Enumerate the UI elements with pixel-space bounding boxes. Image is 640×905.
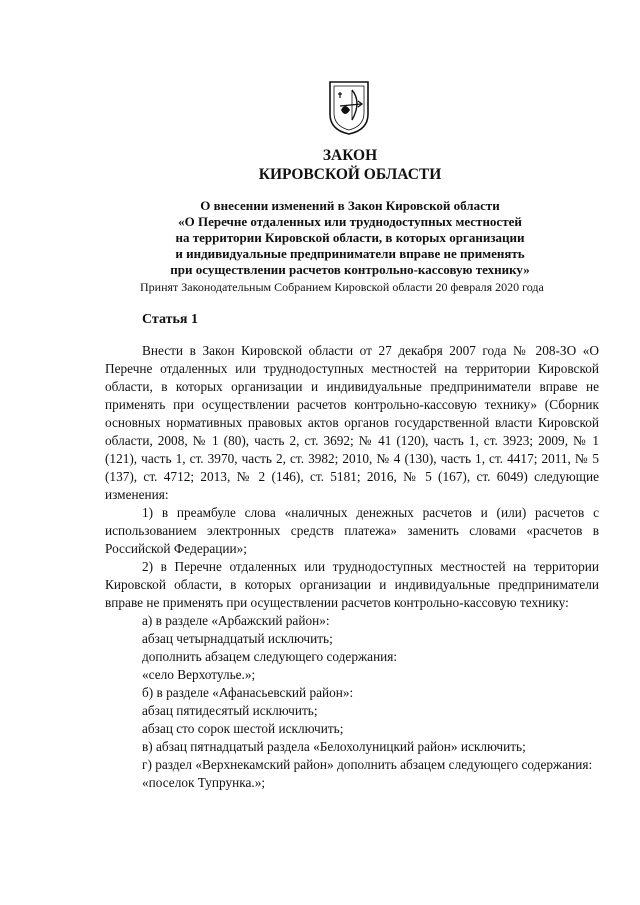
subtitle-line: при осуществлении расчетов контрольно-кассовую технику»: [170, 262, 530, 277]
article-heading: Статья 1: [142, 312, 198, 327]
subtitle-line: «О Перечне отдаленных или труднодоступных местностей: [178, 214, 522, 229]
document-title-region: КИРОВСКОЙ ОБЛАСТИ: [258, 166, 442, 183]
paragraph: «поселок Тупрунка.»;: [142, 775, 266, 790]
document-subtitle: [120, 198, 580, 278]
article-body: [105, 342, 599, 792]
subtitle-line: на территории Кировской области, в которых организации: [175, 230, 525, 245]
paragraph: абзац четырнадцатый исключить;: [142, 631, 333, 646]
paragraph: дополнить абзацем следующего содержания:: [142, 649, 398, 664]
subtitle-line: О внесении изменений в Закон Кировской области: [200, 198, 500, 213]
paragraph: 2) в Перечне отдаленных или труднодоступных местностей на территории Кировской области, в которых организации и индивидуальные предприниматели вправе не применять при осуществлении расчетов контрольно-кассовую технику:: [105, 559, 599, 610]
paragraph: «село Верхотулье.»;: [142, 667, 256, 682]
paragraph: Внести в Закон Кировской области от 27 декабря 2007 года № 208-ЗО «О Перечне отдаленных или труднодоступных местностей на территории Кировской области, в которых организации и индивидуальные предприниматели вправе не применять при осуществлении расчетов контрольно-кассовую технику» (Сборник основных нормативных правовых актов органов государственной власти Кировской области, 2008, № 1 (80), часть 2, ст. 3692; № 41 (120), часть 1, ст. 3923; 2009, № 1 (121), часть 1, ст. 3970, часть 2, ст. 3982; 2010, № 4 (130), часть 1, ст. 4417; 2011, № 5 (137), ст. 4712; 2013, № 2 (146), ст. 5181; 2016, № 5 (167), ст. 6049) следующие изменения:: [105, 343, 599, 502]
paragraph: а) в разделе «Арбажский район»:: [142, 613, 330, 628]
adoption-note: Принят Законодательным Собранием Кировской области 20 февраля 2020 года: [140, 280, 544, 294]
paragraph: б) в разделе «Афанасьевский район»:: [142, 685, 354, 700]
paragraph: абзац сто сорок шестой исключить;: [142, 721, 344, 736]
paragraph: абзац пятидесятый исключить;: [142, 703, 318, 718]
subtitle-line: и индивидуальные предприниматели вправе не применять: [175, 246, 525, 261]
paragraph: г) раздел «Верхнекамский район» дополнить абзацем следующего содержания:: [142, 757, 593, 772]
paragraph: 1) в преамбуле слова «наличных денежных расчетов и (или) расчетов с использованием электронных средств платежа» заменить словами «расчетов в Российской Федерации»;: [105, 505, 599, 556]
document-title: ЗАКОН: [322, 147, 378, 164]
paragraph: в) абзац пятнадцатый раздела «Белохолуницкий район» исключить;: [142, 739, 526, 754]
coat-of-arms-icon: [328, 80, 370, 136]
